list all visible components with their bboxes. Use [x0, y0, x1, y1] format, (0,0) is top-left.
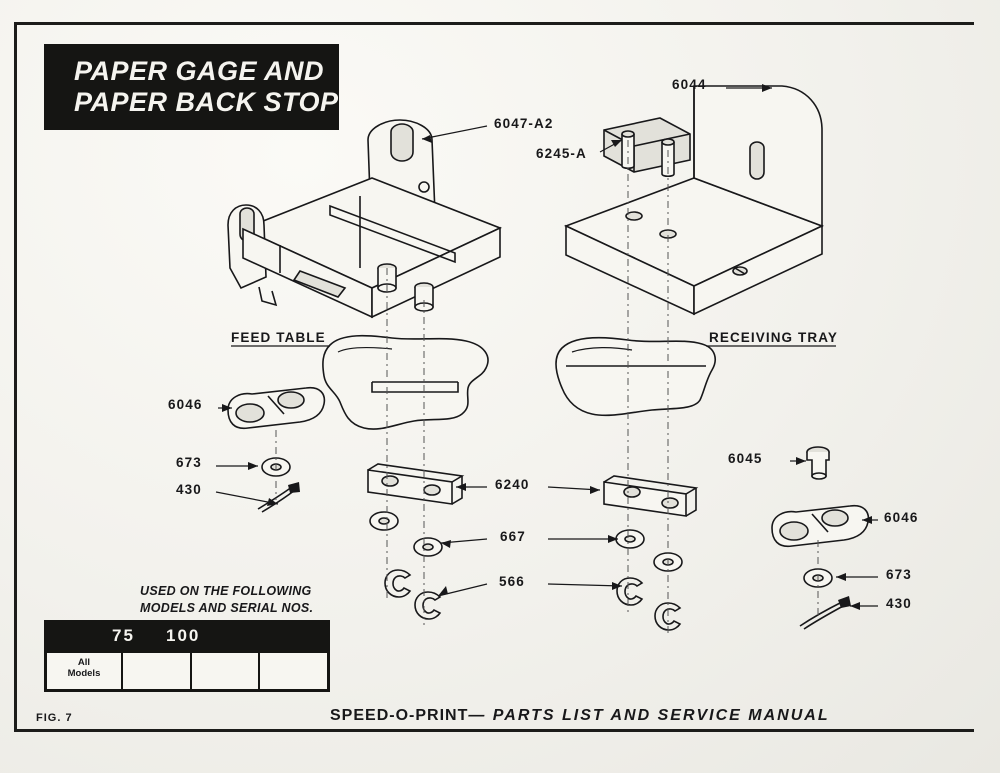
eclip-566-left-b — [415, 592, 440, 619]
callout-receiving-tray: RECEIVING TRAY — [709, 330, 838, 345]
part-6245A-clip — [604, 118, 690, 176]
callout-673-right: 673 — [886, 567, 912, 582]
models-cell-4 — [260, 653, 327, 689]
eclip-566-right-a — [617, 578, 642, 605]
models-table-body — [44, 650, 330, 692]
figure-number: FIG. 7 — [36, 712, 73, 724]
models-cell-2 — [123, 653, 192, 689]
receiving-tray-pad — [556, 338, 715, 416]
eclip-566-right-b — [655, 603, 680, 630]
part-6046-left — [228, 388, 324, 429]
callout-6240: 6240 — [495, 477, 530, 492]
callout-430-right: 430 — [886, 596, 912, 611]
callout-6046-left: 6046 — [168, 397, 203, 412]
callout-6245-a: 6245-A — [536, 146, 587, 161]
models-header-75: 75 — [112, 626, 135, 645]
figure-title-block — [44, 44, 339, 130]
callout-feed-table: FEED TABLE — [231, 330, 326, 345]
title-line-1: PAPER GAGE AND — [74, 56, 325, 86]
washer-667-left-a — [370, 512, 398, 530]
title-line-2: PAPER BACK STOP — [74, 87, 339, 117]
callout-6044: 6044 — [672, 77, 707, 92]
part-6240-right-bracket — [604, 476, 696, 516]
footer-brand: SPEED-O-PRINT — [330, 707, 469, 724]
callout-6045: 6045 — [728, 451, 763, 466]
models-cell-all — [47, 653, 123, 689]
footer-subtitle: — PARTS LIST AND SERVICE MANUAL — [468, 707, 830, 724]
part-430-left — [258, 482, 300, 512]
washer-667-right-a — [616, 530, 644, 548]
models-cell-all-label: All Models — [67, 657, 101, 679]
callout-430-left: 430 — [176, 482, 202, 497]
part-430-right — [800, 596, 851, 629]
page-footer — [330, 707, 830, 725]
callout-673-left: 673 — [176, 455, 202, 470]
receiving-tray-plate — [566, 86, 822, 314]
models-table — [44, 620, 330, 692]
washer-667-left-b — [414, 538, 442, 556]
part-6240-left-bracket — [368, 464, 462, 504]
callout-6046-right: 6046 — [884, 510, 919, 525]
models-cell-3 — [192, 653, 261, 689]
feed-table-pad — [323, 336, 488, 429]
models-header-100: 100 — [166, 626, 201, 645]
models-table-header — [44, 620, 330, 650]
eclip-566-left-a — [385, 570, 410, 597]
models-caption-line-2: MODELS AND SERIAL NOS. — [140, 601, 314, 615]
part-6045 — [807, 447, 829, 479]
callout-566: 566 — [499, 574, 525, 589]
part-6046-right — [772, 506, 868, 547]
callout-6047-a2: 6047-A2 — [494, 116, 554, 131]
callout-667: 667 — [500, 529, 526, 544]
models-caption-line-1: USED ON THE FOLLOWING — [140, 584, 312, 598]
feed-table-plate — [228, 178, 500, 317]
models-caption — [140, 583, 313, 617]
